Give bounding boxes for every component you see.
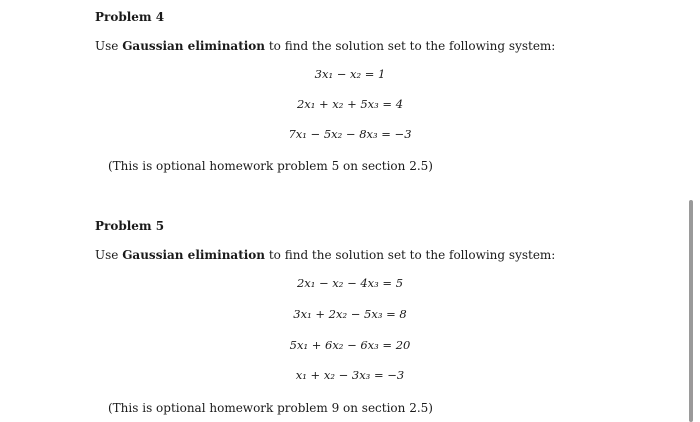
problem-5-note: (This is optional homework problem 9 on section 2.5): [108, 401, 433, 415]
vertical-scrollbar[interactable]: [689, 200, 693, 422]
prompt-bold-term: Gaussian elimination: [122, 39, 266, 53]
problem-4-prompt: [95, 39, 555, 53]
problem-4-note: (This is optional homework problem 5 on section 2.5): [108, 159, 433, 173]
problem-4-equation-1: 3x₁ − x₂ = 1: [314, 67, 386, 81]
problem-5-equation-4: x₁ + x₂ − 3x₃ = −3: [295, 368, 405, 382]
prompt-text: to find the solution set to the following system:: [265, 248, 556, 262]
prompt-text: to find the solution set to the following system:: [265, 39, 556, 53]
prompt-text: Use: [95, 39, 123, 53]
problem-5-equation-3: 5x₁ + 6x₂ − 6x₃ = 20: [289, 338, 411, 352]
problem-5-equation-1: 2x₁ − x₂ − 4x₃ = 5: [296, 276, 404, 290]
problem-5-title: Problem 5: [95, 219, 165, 233]
problem-5-equation-2: 3x₁ + 2x₂ − 5x₃ = 8: [293, 307, 407, 321]
problem-5-prompt: [95, 248, 555, 262]
problem-4-title: Problem 4: [95, 10, 165, 24]
problem-4-equation-3: 7x₁ − 5x₂ − 8x₃ = −3: [288, 127, 412, 141]
prompt-bold-term: Gaussian elimination: [122, 248, 266, 262]
problem-4-equation-2: 2x₁ + x₂ + 5x₃ = 4: [296, 97, 404, 111]
prompt-text: Use: [95, 248, 123, 262]
